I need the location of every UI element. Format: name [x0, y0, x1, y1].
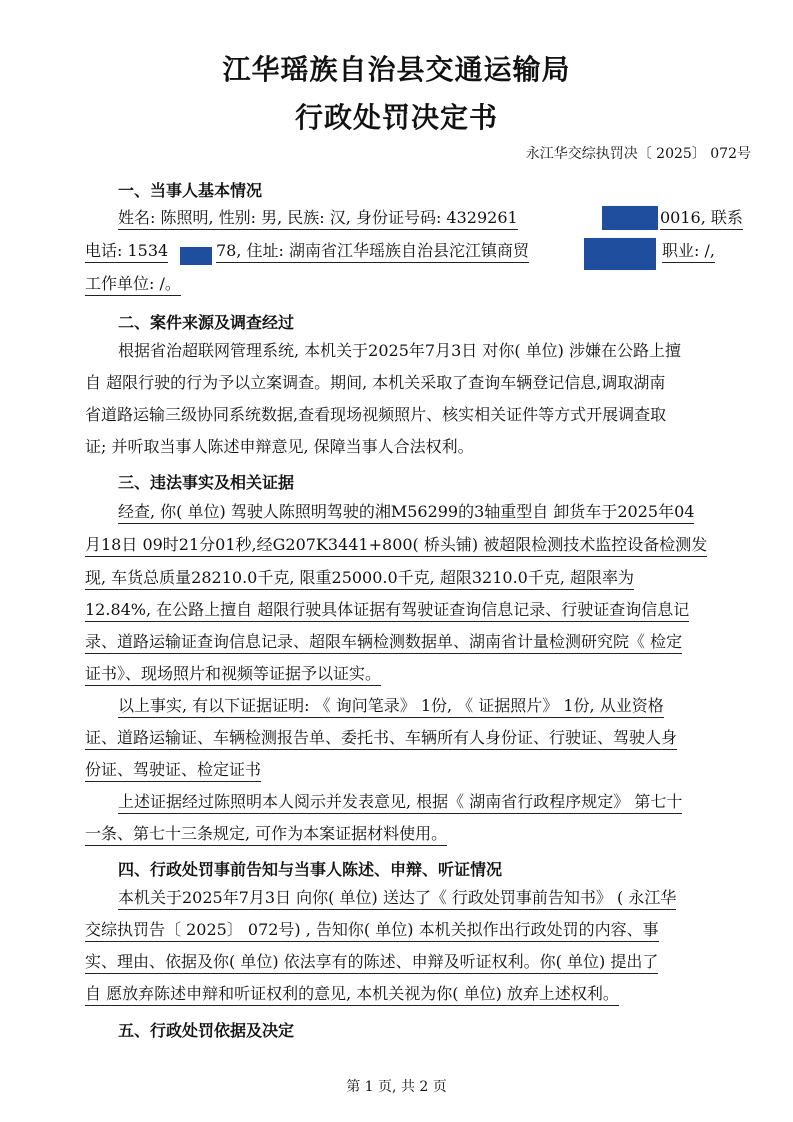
party-info-line: 0016, 联系: [660, 208, 743, 230]
violation-facts-line: 录、道路运输证查询信息记录、超限车辆检测数据单、湖南省计量检测研究院《 检定: [85, 632, 682, 654]
violation-facts-line: 证书》、现场照片和视频等证据予以证实。: [85, 664, 381, 686]
case-source-line: 省道路运输三级协同系统数据,查看现场视频照片、核实相关证件等方式开展调查取: [85, 405, 667, 424]
redaction-block: [602, 206, 658, 230]
violation-facts-line: 12.84%, 在公路上擅自 超限行驶具体证据有驾驶证查询信息记录、行驶证查询信息记: [85, 600, 689, 622]
prior-notice-line: 本机关于2025年7月3日 向你( 单位) 送达了《 行政处罚事前告知书》 ( 永江华: [118, 888, 676, 910]
redaction-block: [180, 247, 212, 265]
prior-notice-line: 实、理由、依据及你( 单位) 依法享有的陈述、申辩及听证权利。你( 单位) 提出了: [85, 952, 658, 974]
section-heading-penalty-basis: 五、行政处罚依据及决定: [118, 1021, 295, 1040]
party-info-line: 工作单位: /。: [85, 274, 181, 296]
evidence-line: 份证、驾驶证、检定证书: [85, 760, 261, 782]
prior-notice-line: 自 愿放弃陈述申辩和听证权利的意见, 本机关视为你( 单位) 放弃上述权利。: [85, 984, 619, 1006]
evidence-line: 以上事实, 有以下证据证明: 《 询问笔录》 1份, 《 证据照片》 1份, 从业资格: [118, 696, 664, 718]
page-footer: 第 1 页, 共 2 页: [346, 1079, 447, 1095]
case-source-line: 证; 并听取当事人陈述申辩意见, 保障当事人合法权利。: [85, 437, 474, 456]
case-source-line: 根据省治超联网管理系统, 本机关于2025年7月3日 对你( 单位) 涉嫌在公路上擅: [118, 341, 681, 360]
section-heading-case-source: 二、案件来源及调查经过: [118, 313, 295, 332]
section-heading-violation-facts: 三、违法事实及相关证据: [118, 473, 295, 492]
violation-facts-line: 经查, 你( 单位) 驾驶人陈照明驾驶的湘M56299的3轴重型自 卸货车于2025年04: [118, 502, 694, 524]
section-heading-prior-notice: 四、行政处罚事前告知与当事人陈述、申辩、听证情况: [118, 860, 503, 879]
redaction-block: [584, 238, 656, 270]
evidence-line: 证、道路运输证、车辆检测报告单、委托书、车辆所有人身份证、行驶证、驾驶人身: [85, 728, 677, 750]
document-number: 永江华交综执罚决〔 2025〕 072号: [525, 146, 751, 162]
evidence-line: 一条、第七十三条规定, 可作为本案证据材料使用。: [85, 824, 447, 846]
party-info-line: 姓名: 陈照明, 性别: 男, 民族: 汉, 身份证号码: 4329261: [118, 208, 518, 230]
document-title-type: 行政处罚决定书: [294, 101, 498, 134]
party-info-line: 78, 住址: 湖南省江华瑶族自治县沱江镇商贸: [216, 241, 529, 263]
party-info-line: 职业: /,: [662, 241, 715, 263]
party-info-line: 电话: 1534: [85, 241, 168, 263]
section-heading-party-info: 一、当事人基本情况: [118, 181, 263, 200]
document-title-agency: 江华瑶族自治县交通运输局: [222, 53, 571, 86]
violation-facts-line: 现, 车货总质量28210.0千克, 限重25000.0千克, 超限3210.0千克, 超限率为: [85, 568, 634, 590]
violation-facts-line: 月18日 09时21分01秒,经G207K3441+800( 桥头铺) 被超限检测技术监控设备检测发: [85, 535, 707, 557]
case-source-line: 自 超限行驶的行为予以立案调查。期间, 本机关采取了查询车辆登记信息,调取湖南: [85, 373, 666, 392]
prior-notice-line: 交综执罚告〔 2025〕 072号) , 告知你( 单位) 本机关拟作出行政处罚的内容、事: [85, 920, 659, 942]
evidence-line: 上述证据经过陈照明本人阅示并发表意见, 根据《 湖南省行政程序规定》 第七十: [118, 792, 682, 814]
